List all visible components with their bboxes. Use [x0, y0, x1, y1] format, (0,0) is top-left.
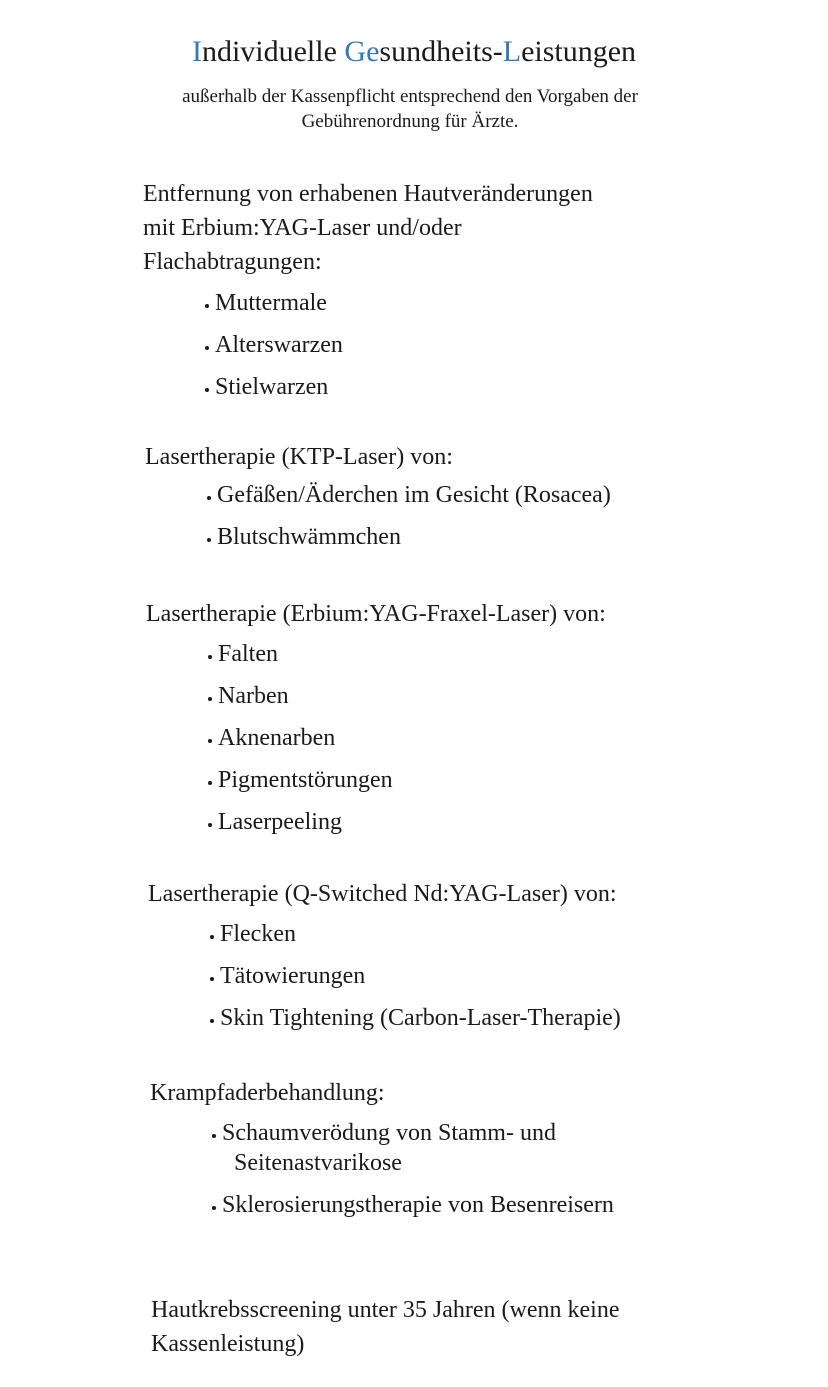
varicose-list	[212, 1118, 614, 1220]
section-heading: Lasertherapie (Erbium:YAG-Fraxel-Laser) von:	[146, 601, 606, 627]
list-item: Alterswarzen	[205, 330, 593, 360]
list-item: Laserpeeling	[208, 807, 606, 837]
list-item: Falten	[208, 639, 606, 669]
screening-text	[151, 1293, 620, 1361]
section-qswitched	[148, 877, 621, 1033]
section-heading	[143, 177, 593, 279]
title-initial-ge: Ge	[344, 35, 380, 68]
section-heading: Lasertherapie (Q-Switched Nd:YAG-Laser) von:	[148, 881, 617, 907]
list-item-line: Seitenastvarikose	[234, 1150, 402, 1176]
section-removal	[143, 177, 593, 402]
section-heading: Lasertherapie (KTP-Laser) von:	[145, 444, 453, 470]
screening-line: Kassenleistung)	[151, 1331, 305, 1357]
section-ktp	[145, 440, 611, 552]
title-part: sundheits-	[379, 35, 503, 68]
list-item: Gefäßen/Äderchen im Gesicht (Rosacea)	[207, 480, 611, 510]
list-item: Tätowierungen	[210, 961, 621, 991]
title-initial-l: L	[502, 35, 522, 68]
list-item: Skin Tightening (Carbon-Laser-Therapie)	[210, 1003, 621, 1033]
list-item-line: Schaumverödung von Stamm- und	[222, 1120, 556, 1146]
list-item: Flecken	[210, 919, 621, 949]
list-item: Pigmentstörungen	[208, 765, 606, 795]
title-part: eistungen	[521, 35, 637, 68]
subtitle-line: außerhalb der Kassenpflicht entsprechend den Vorgaben der	[182, 86, 638, 107]
title-initial-i: I	[191, 35, 202, 68]
section-screening	[151, 1293, 620, 1361]
ktp-list	[207, 480, 611, 552]
subtitle-line: Gebührenordnung für Ärzte.	[301, 111, 519, 132]
screening-line: Hautkrebsscreening unter 35 Jahren (wenn keine	[151, 1297, 620, 1323]
title-part: ndividuelle	[201, 35, 345, 68]
section-heading: Krampfaderbehandlung:	[150, 1080, 385, 1106]
removal-list	[205, 288, 593, 402]
heading-line: mit Erbium:YAG-Laser und/oder	[143, 215, 462, 241]
list-item	[212, 1118, 614, 1178]
heading-line: Flachabtragungen:	[143, 249, 322, 275]
list-item: Aknenarben	[208, 723, 606, 753]
section-varicose	[150, 1076, 614, 1220]
heading-line: Entfernung von erhabenen Hautveränderungen	[143, 181, 593, 207]
list-item: Narben	[208, 681, 606, 711]
list-item: Muttermale	[205, 288, 593, 318]
list-item: Stielwarzen	[205, 372, 593, 402]
qswitched-list	[210, 919, 621, 1033]
section-fraxel	[146, 597, 606, 837]
fraxel-list	[208, 639, 606, 837]
list-item: Blutschwämmchen	[207, 522, 611, 552]
page-title	[0, 33, 828, 71]
list-item: Sklerosierungstherapie von Besenreisern	[212, 1190, 614, 1220]
page-subtitle	[140, 84, 680, 134]
